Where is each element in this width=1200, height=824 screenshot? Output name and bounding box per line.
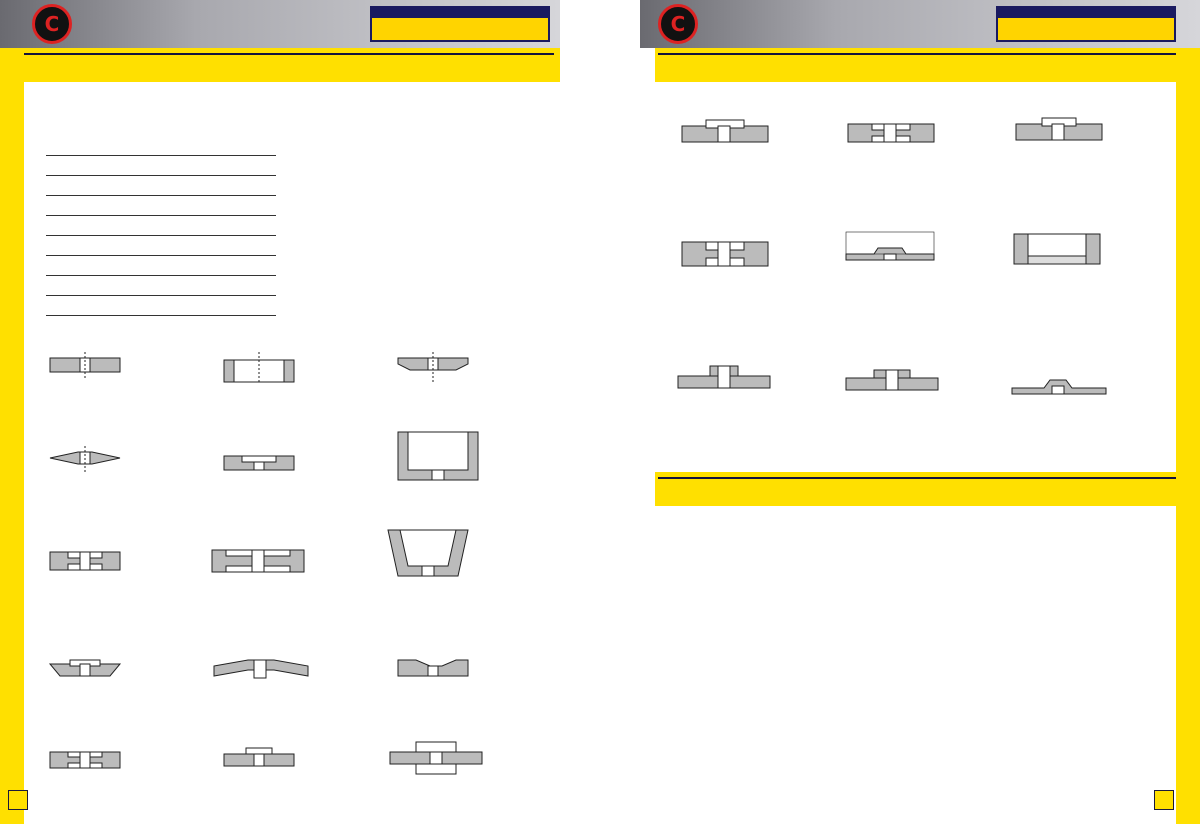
shape-43-drawing xyxy=(1010,364,1120,412)
legend-row xyxy=(46,196,276,216)
shape-20-drawing xyxy=(396,650,486,686)
shape-21-drawing xyxy=(48,742,138,778)
legend-symbol xyxy=(46,216,81,235)
legend-row xyxy=(46,136,276,156)
pbr-logo xyxy=(996,6,1176,42)
shape-6-drawing xyxy=(396,428,486,484)
shape-25-drawing xyxy=(1014,100,1114,162)
shape-38-drawing xyxy=(676,356,786,412)
legend-symbol xyxy=(46,156,81,175)
shape-2-drawing xyxy=(222,348,302,384)
legend-row xyxy=(46,296,276,316)
legend-symbol xyxy=(46,296,81,315)
page-number-left xyxy=(8,790,28,810)
legend-symbol xyxy=(46,236,81,255)
shape-39-drawing xyxy=(844,356,954,412)
legend-symbol xyxy=(46,256,81,275)
legend-symbol xyxy=(46,136,81,155)
shape-4-drawing xyxy=(48,444,138,480)
cgw-logo-icon: C xyxy=(32,4,72,44)
shape-3-drawing xyxy=(396,348,486,384)
shape-12-drawing xyxy=(48,650,138,686)
shape-11-drawing xyxy=(386,526,486,586)
legend-symbol xyxy=(46,196,81,215)
cgw-logo-icon: C xyxy=(658,4,698,44)
legend-symbol xyxy=(46,276,81,295)
shape-5-drawing xyxy=(222,444,312,480)
shape-22-drawing xyxy=(386,734,496,784)
pbr-logo xyxy=(370,6,550,42)
left-side-strip xyxy=(0,82,24,824)
legend-row xyxy=(46,256,276,276)
legend-table-left xyxy=(46,136,276,316)
legend-row xyxy=(46,156,276,176)
legend-row xyxy=(46,276,276,296)
shape-26-drawing xyxy=(680,218,780,280)
shape-35-drawing xyxy=(1012,224,1112,280)
legend-row xyxy=(46,216,276,236)
right-side-strip xyxy=(1176,82,1200,824)
legend-symbol xyxy=(46,176,81,195)
shape-24-drawing xyxy=(846,100,946,162)
shape-1-drawing xyxy=(48,350,138,380)
shape-7-drawing xyxy=(48,544,138,580)
shape-13-drawing xyxy=(208,652,318,688)
legend-row xyxy=(46,176,276,196)
legend-row xyxy=(46,236,276,256)
shape-21a-drawing xyxy=(222,738,312,778)
shape-27-drawing xyxy=(844,222,944,278)
shape-23-drawing xyxy=(680,100,780,162)
shape-9-drawing xyxy=(210,538,320,582)
page-number-right xyxy=(1154,790,1174,810)
